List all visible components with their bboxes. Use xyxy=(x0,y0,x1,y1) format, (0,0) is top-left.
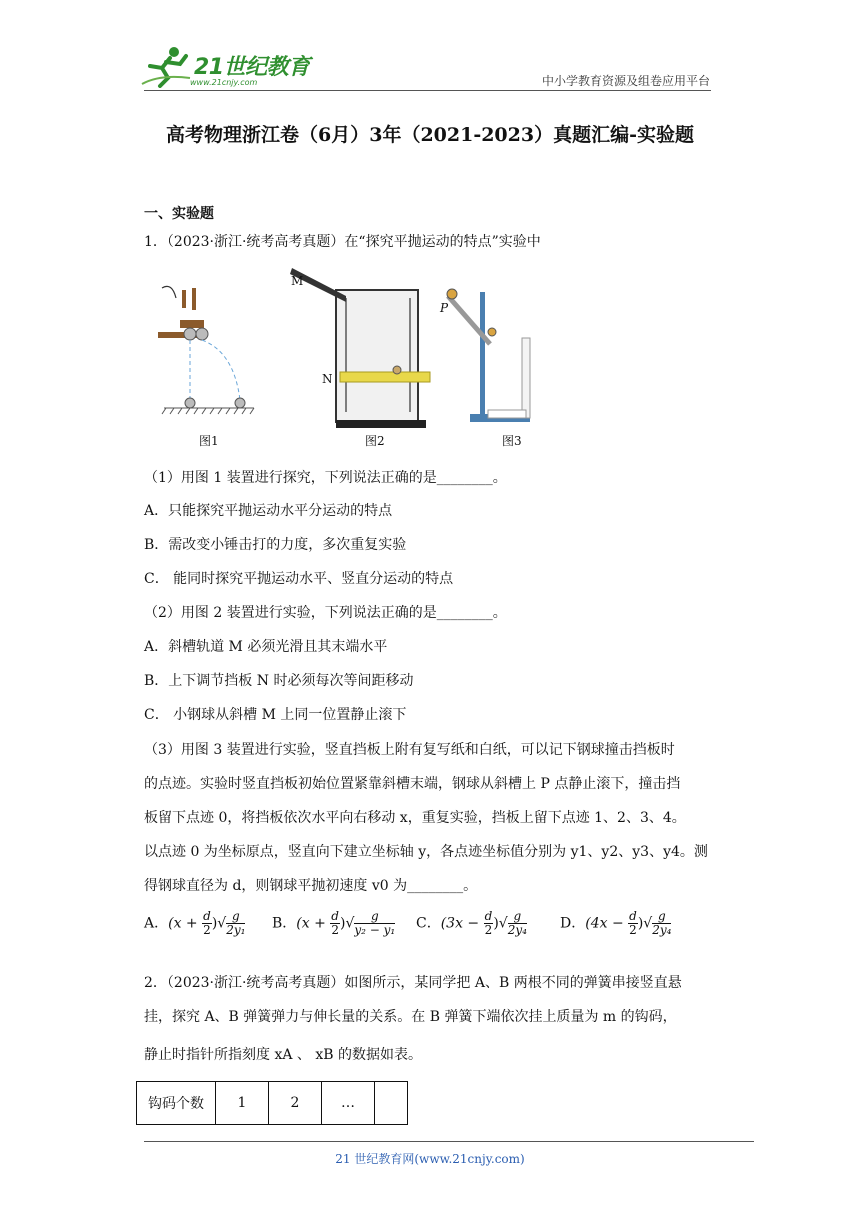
q2-line: 2．（2023·浙江·统考高考真题）如图所示，某同学把 A、B 两根不同的弹簧串接竖直悬 xyxy=(144,975,682,991)
header-tagline: 中小学教育资源及组卷应用平台 xyxy=(541,74,710,88)
q1-part2-option-a: A．斜槽轨道 M 必须光滑且其末端水平 xyxy=(144,639,388,655)
q1-part3-line: （3）用图 3 装置进行实验，竖直挡板上附有复写纸和白纸，可以记下钢球撞击挡板时 xyxy=(144,742,675,758)
fig3-drawing xyxy=(447,289,530,422)
table-row xyxy=(137,1082,408,1125)
q1-part2-option-c: C． 小钢球从斜槽 M 上同一位置静止滚下 xyxy=(144,707,407,723)
q1-part1-option-a: A．只能探究平抛运动水平分运动的特点 xyxy=(144,503,393,519)
q1-part3-line: 的点迹。实验时竖直挡板初始位置紧靠斜槽末端，钢球从斜槽上 P 点静止滚下，撞击挡 xyxy=(144,776,681,792)
q1-part3-options xyxy=(144,910,704,950)
projectile-apparatus-figure xyxy=(150,262,570,452)
q1-part1: （1）用图 1 装置进行探究，下列说法正确的是________。 xyxy=(144,470,507,486)
q2-line: 挂，探究 A、B 弹簧弹力与伸长量的关系。在 B 弹簧下端依次挂上质量为 m 的钩码， xyxy=(144,1009,677,1025)
table-cell xyxy=(375,1082,408,1125)
q1-part2: （2）用图 2 装置进行实验，下列说法正确的是________。 xyxy=(144,605,507,621)
header-divider xyxy=(144,90,711,91)
fig-label-P: P xyxy=(440,301,449,315)
table-cell: 钩码个数 xyxy=(137,1082,216,1125)
q1-figures xyxy=(150,262,570,452)
fig1-drawing xyxy=(158,286,254,414)
fig-label-M: M xyxy=(291,274,304,288)
runner-logo-icon xyxy=(140,44,196,88)
q1-part3-option-b: B．(x + $\frac{d}{2}$ )√ $\frac{g}{\text{y₂ − y₁}}$ xyxy=(272,909,396,937)
fig3-caption: 图3 xyxy=(502,434,522,448)
q1-part3-line: 板留下点迹 0，将挡板依次水平向右移动 x，重复实验，挡板上留下点迹 1、2、3、4。 xyxy=(144,810,686,826)
q1-part1-option-b: B．需改变小锤击打的力度，多次重复实验 xyxy=(144,537,407,553)
footer-link[interactable]: 21 世纪教育网(www.21cnjy.com) xyxy=(335,1152,525,1166)
table-cell: 2 xyxy=(269,1082,322,1125)
q1-part3-option-a: A．(x + $\frac{d}{2}$ )√ $\frac{g}{\text{2y₁}}$ xyxy=(144,909,246,937)
fig-label-N: N xyxy=(322,372,333,386)
section-heading: 一、实验题 xyxy=(144,206,214,222)
q1-part3-option-c: C．(3x − $\frac{d}{2}$ )√ $\frac{g}{\text{2y₄}}$ xyxy=(416,909,527,937)
fig2-caption: 图2 xyxy=(365,434,385,448)
fig2-drawing xyxy=(290,268,430,428)
table-cell: 1 xyxy=(216,1082,269,1125)
q1-part3-line: 得钢球直径为 d，则钢球平抛初速度 v0 为________。 xyxy=(144,878,478,894)
q1-part1-option-c: C． 能同时探究平抛运动水平、竖直分运动的特点 xyxy=(144,571,454,587)
data-table xyxy=(136,1081,408,1125)
logo-url: www.21cnjy.com xyxy=(190,78,258,87)
table-cell: … xyxy=(322,1082,375,1125)
fig1-caption: 图1 xyxy=(199,434,219,448)
page-title: 高考物理浙江卷（6月）3年（2021-2023）真题汇编-实验题 xyxy=(166,124,694,146)
q1-part3-option-d: D．(4x − $\frac{d}{2}$ )√ $\frac{g}{\text{2y₄}}$ xyxy=(560,909,672,937)
logo-text: 21世纪教育 xyxy=(194,55,310,80)
q1-intro: 1．（2023·浙江·统考高考真题）在“探究平抛运动的特点”实验中 xyxy=(144,234,541,250)
footer-divider xyxy=(144,1141,754,1142)
q2-line: 静止时指针所指刻度 xA 、 xB 的数据如表。 xyxy=(144,1047,422,1063)
q1-part3-line: 以点迹 0 为坐标原点，竖直向下建立坐标轴 y，各点迹坐标值分别为 y1、y2、y3、y4。测 xyxy=(144,844,708,860)
q1-part2-option-b: B．上下调节挡板 N 时必须每次等间距移动 xyxy=(144,673,414,689)
